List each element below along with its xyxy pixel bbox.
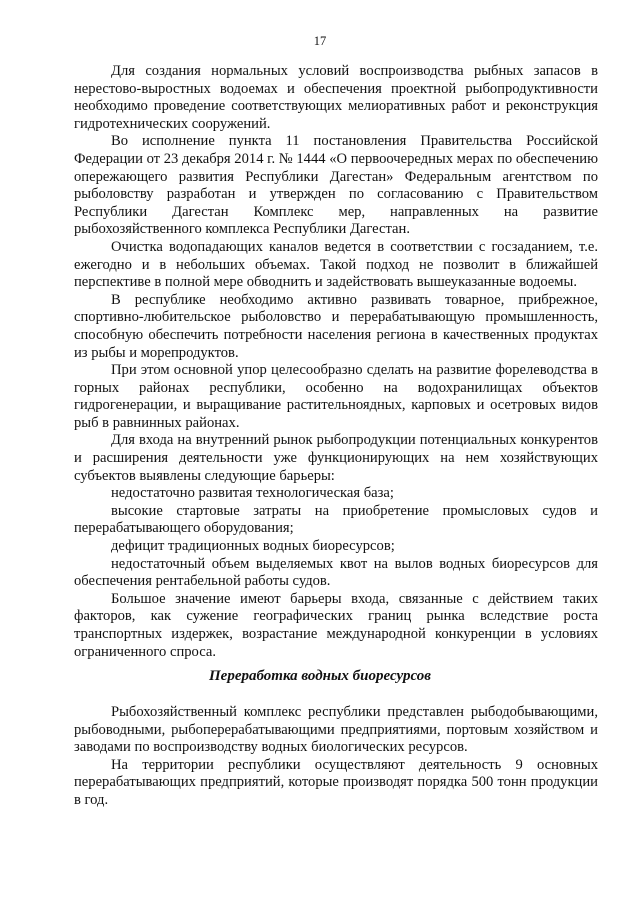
paragraph: Для входа на внутренний рынок рыбопродукции потенциальных конкурентов и расширения деятельности уже функционирующих на нем хозяйствующих субъектов выявлены следующие барьеры: — [74, 432, 598, 484]
paragraph: При этом основной упор целесообразно сделать на развитие форелеводства в горных районах республики, особенно на водохранилищах объектов гидрогенерации, и выращивание растительноядных, карповых и осетровых видов рыб в равнинных районах. — [74, 362, 598, 431]
paragraph: В республике необходимо активно развивать товарное, прибрежное, спортивно-любительское рыболовство и перерабатывающую промышленность, способную обеспечить потребности населения региона в качественных продуктах из рыбы и морепродуктов. — [74, 291, 598, 361]
section-title: Переработка водных биоресурсов — [209, 668, 431, 684]
page-number: 17 — [313, 34, 327, 48]
paragraph: На территории республики осуществляют деятельность 9 основных перерабатывающих предприятий, которые производят порядка 500 тонн продукции в год. — [74, 756, 598, 808]
paragraph: Для создания нормальных условий воспроизводства рыбных запасов в нерестово-выростных водоемах и обеспечения проектной рыбопродуктивности необходимо проведение соответствующих мелиоративных работ и реконструкция гидротехнических сооружений. — [74, 63, 598, 132]
paragraph: Рыбохозяйственный комплекс республики представлен рыбодобывающими, рыбоводными, рыбоперерабатывающими предприятиями, портовым хозяйством и заводами по воспроизводству водных биологических ресурсов. — [74, 704, 598, 756]
section-text — [74, 704, 598, 810]
paragraph: Очистка водопадающих каналов ведется в соответствии с госзаданием, т.е. ежегодно и в небольших объемах. Такой подход не позволит в ближайшей перспективе в полной мере обводнить и задействовать вышеуказанные водоемы. — [74, 238, 598, 291]
barrier-list-item: дефицит традиционных водных биоресурсов; — [111, 538, 395, 555]
barrier-list-item: высокие стартовые затраты на приобретение промысловых судов и перерабатывающего оборудования; — [74, 502, 598, 537]
barrier-list-item: недостаточный объем выделяемых квот на вылов водных биоресурсов для обеспечения рентабельной работы судов. — [74, 555, 598, 590]
barrier-list-item: недостаточно развитая технологическая база; — [111, 485, 394, 502]
paragraph: Во исполнение пункта 11 постановления Правительства Российской Федерации от 23 декабря 2014 г. № 1444 «О первоочередных мерах по обеспечению опережающего развития Республики Дагестан» Федеральным агентством по рыболовству разработан и утвержден по согласованию с Правительством Республики Дагестан Комплекс мер, направленных на развитие рыбохозяйственного комплекса Республики Дагестан. — [74, 133, 598, 238]
body-text — [74, 63, 598, 661]
paragraph: Большое значение имеют барьеры входа, связанные с действием таких факторов, как сужение географических границ рынка вследствие роста транспортных издержек, возрастание международной конкуренции в условиях ограниченного спроса. — [74, 590, 598, 660]
